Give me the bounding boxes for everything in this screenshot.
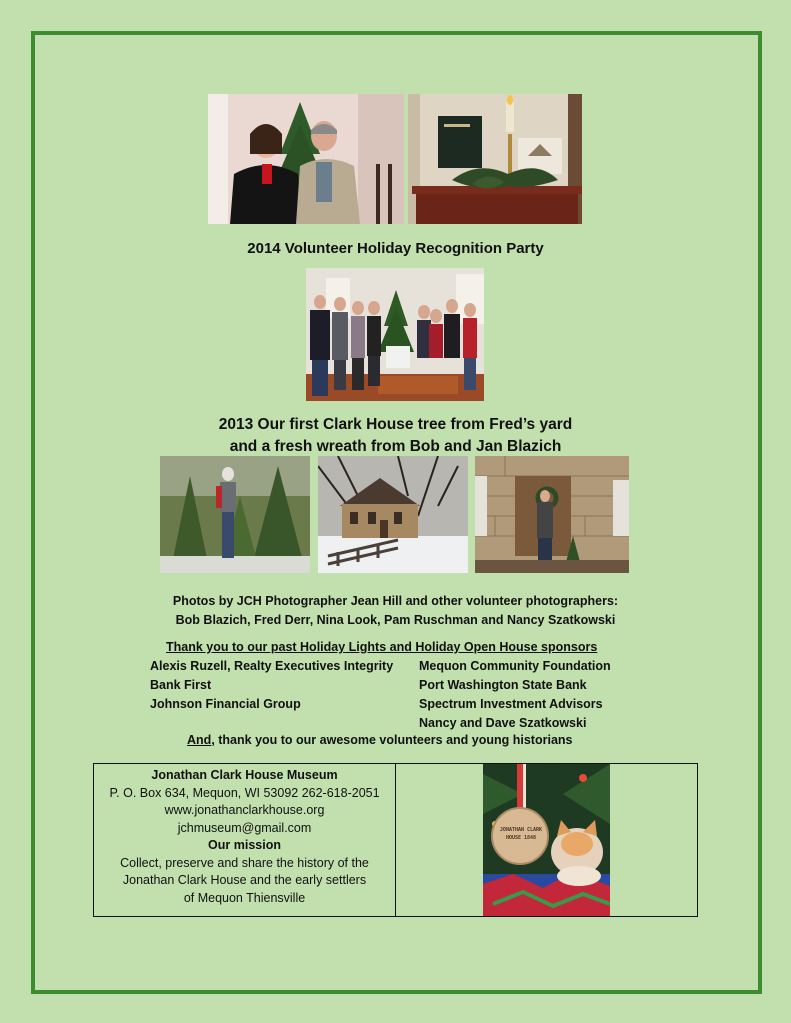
museum-info-box [93,763,698,917]
museum-contact [94,764,396,916]
sponsors-right-column [419,657,611,733]
museum-name: Jonathan Clark House Museum [151,768,338,782]
caption-party: 2014 Volunteer Holiday Recognition Party [247,240,544,257]
credits-line2: Bob Blazich, Fred Derr, Nina Look, Pam Ruschman and Nancy Szatkowski [175,613,616,627]
photo-credits [0,592,791,630]
thanks-rest: , thank you to our awesome volunteers and young historians [211,733,573,747]
thanks-and: And [187,733,212,747]
photo-house-snow [318,456,468,573]
ornament-text: JONATHAN CLARK HOUSE 1848 [499,827,543,841]
sponsors-heading: Thank you to our past Holiday Lights and Holiday Open House sponsors [166,640,598,654]
photo-couple [208,94,404,224]
photo-guestbook [408,94,582,224]
sponsor-item: Johnson Financial Group [150,697,301,711]
mission-line: Collect, preserve and share the history of the [120,855,369,870]
sponsor-item: Bank First [150,678,212,692]
photo-ornament-cat [483,764,610,916]
sponsors-left-column [150,657,393,714]
caption-tree-line1: 2013 Our first Clark House tree from Fred’s yard [218,416,573,433]
caption-tree [0,414,791,458]
sponsor-item: Mequon Community Foundation [419,659,611,673]
mission-heading: Our mission [208,838,281,852]
photo-tree-cutting [160,456,310,573]
sponsor-item: Nancy and Dave Szatkowski [419,716,587,730]
mission-line: Jonathan Clark House and the early settlers [122,873,367,887]
thanks-volunteers [187,733,572,747]
sponsor-item: Spectrum Investment Advisors [419,697,603,711]
sponsor-item: Port Washington State Bank [419,678,587,692]
mission-line: of Mequon Thiensville [183,890,306,905]
caption-tree-line2: and a fresh wreath from Bob and Jan Blazich [229,438,562,455]
museum-website[interactable]: www.jonathanclarkhouse.org [164,803,325,817]
photo-group [306,268,484,401]
museum-address: P. O. Box 634, Mequon, WI 53092 262-618-2051 [109,785,380,800]
museum-email[interactable]: jchmuseum@gmail.com [177,820,312,835]
photo-wreath [475,456,629,573]
credits-line1: Photos by JCH Photographer Jean Hill and other volunteer photographers: [172,594,619,608]
sponsor-item: Alexis Ruzell, Realty Executives Integrity [150,659,394,673]
